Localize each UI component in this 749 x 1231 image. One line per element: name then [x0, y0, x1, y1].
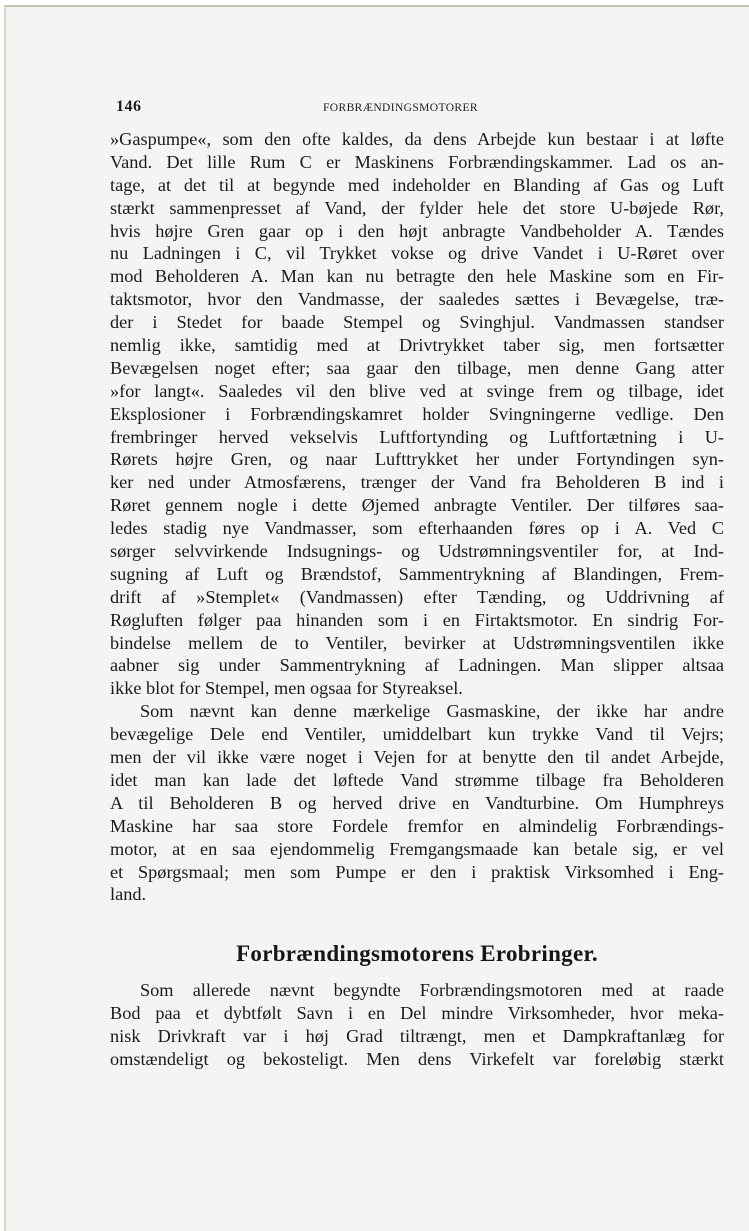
text-line: hvis højre Gren gaar op i den højt anbragte Vandbeholder A. Tændes: [110, 220, 724, 241]
text-line: idet man kan lade det løftede Vand strømme tilbage fra Beholderen: [110, 769, 724, 790]
text-line: nu Ladningen i C, vil Trykket vokse og drive Vandet i U-Røret over: [110, 243, 724, 264]
text-line: A til Beholderen B og herved drive en Vandturbine. Om Humphreys: [110, 792, 724, 813]
text-line: frembringer herved vekselvis Luftfortynding og Luftfortætning i U-: [110, 426, 724, 447]
text-line: »Gaspumpe«, som den ofte kaldes, da dens Arbejde kun bestaar i at løfte: [110, 129, 724, 149]
text-line: land.: [110, 884, 147, 905]
text-line: Som allerede nævnt begyndte Forbrændingsmotoren med at raade: [140, 980, 724, 1001]
body-text: [110, 128, 724, 1071]
text-line: omstændeligt og bekosteligt. Men dens Virkefelt var foreløbig stærkt: [110, 1048, 724, 1069]
paragraph-3: [110, 979, 724, 1071]
text-line: nemlig ikke, samtidig med at Drivtrykket taber sig, men fortsætter: [110, 335, 724, 356]
text-line: Maskine har saa store Fordele fremfor en almindelig Forbrændings-: [110, 815, 724, 836]
text-line: »for langt«. Saaledes vil den blive ved at svinge frem og tilbage, idet: [110, 380, 724, 401]
text-line: ikke blot for Stempel, men ogsaa for Styreaksel.: [110, 678, 463, 699]
text-line: aabner sig under Sammentrykning af Ladningen. Man slipper altsaa: [110, 655, 724, 676]
text-line: Som nævnt kan denne mærkelige Gasmaskine, der ikke har andre: [140, 701, 724, 722]
text-line: ker ned under Atmosfærens, trænger der Vand fra Beholderen B ind i: [110, 472, 724, 493]
page-number: 146: [116, 98, 142, 115]
text-line: ledes stadig nye Vandmasser, som efterhaanden føres op i A. Ved C: [110, 518, 724, 539]
paragraph-2: [110, 700, 724, 906]
text-line: drift af »Stemplet« (Vandmassen) efter Tænding, og Uddrivning af: [110, 586, 724, 607]
running-title: FORBRÆNDINGSMOTORER: [323, 102, 478, 114]
text-line: tage, at det til at begynde med indeholder en Blanding af Gas og Luft: [110, 174, 724, 195]
text-line: et Spørgsmaal; men som Pumpe er den i praktisk Virksomhed i Eng-: [110, 861, 724, 882]
text-line: stærkt sammenpresset af Vand, der fylder hele det store U-bøjede Rør,: [110, 197, 724, 218]
text-line: nisk Drivkraft var i høj Grad tiltrængt, men et Dampkraftanlæg for: [110, 1026, 724, 1047]
text-line: sørger selvvirkende Indsugnings- og Udstrømningsventiler for, at Ind-: [110, 541, 724, 562]
text-line: men der vil ikke være noget i Vejen for at benytte den til andet Arbejde,: [110, 747, 724, 768]
text-line: motor, at en saa ejendommelig Fremgangsmaade kan betale sig, er vel: [110, 838, 724, 859]
text-line: mod Beholderen A. Man kan nu betragte den hele Maskine som en Fir-: [110, 266, 724, 287]
text-line: der i Stedet for baade Stempel og Svinghjul. Vandmassen standser: [110, 312, 724, 333]
text-line: Bod paa et dybtfølt Savn i en Del mindre Virksomheder, hvor meka-: [110, 1003, 724, 1024]
paragraph-1: [110, 128, 724, 700]
text-line: sugning af Luft og Brændstof, Sammentrykning af Blandingen, Frem-: [110, 563, 724, 584]
text-line: bevægelige Dele end Ventiler, umiddelbart kun trykke Vand til Vejrs;: [110, 724, 724, 745]
running-head: [116, 98, 730, 118]
text-line: Eksplosioner i Forbrændingskamret holder Svingningerne vedlige. Den: [110, 403, 724, 424]
text-line: bindelse mellem de to Ventiler, bevirker at Udstrømningsventilen ikke: [110, 632, 724, 653]
text-line: Rørets højre Gren, og naar Lufttrykket her under Fortyndingen syn-: [110, 449, 724, 470]
text-line: Røgluften følger paa hinanden som i en Firtaktsmotor. En sindrig For-: [110, 609, 724, 630]
text-line: Vand. Det lille Rum C er Maskinens Forbrændingskammer. Lad os an-: [110, 151, 724, 172]
text-line: Bevægelsen noget efter; saa gaar den tilbage, men denne Gang atter: [110, 357, 724, 378]
text-line: taktsmotor, hvor den Vandmasse, der saaledes sættes i Bevægelse, træ-: [110, 289, 724, 310]
text-line: Røret gennem nogle i dette Øjemed anbragte Ventiler. Der tilføres saa-: [110, 495, 724, 516]
section-heading: Forbrændingsmotorens Erobringer.: [236, 941, 598, 967]
